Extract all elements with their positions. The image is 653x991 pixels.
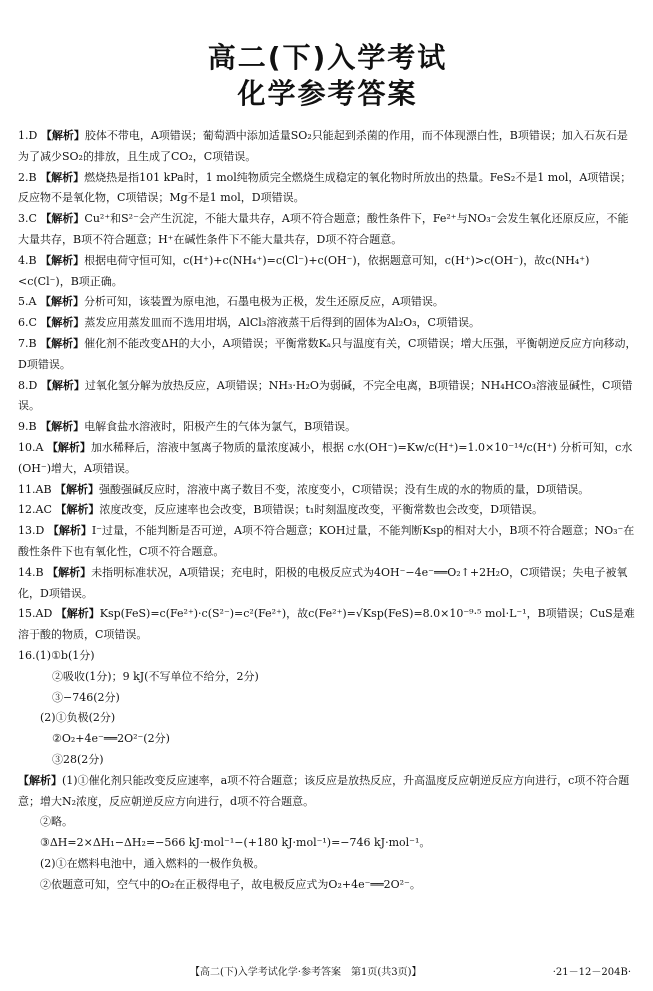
- footer-page-info: 【高二(下)入学考试化学·参考答案 第1页(共3页)】: [190, 967, 422, 978]
- answer-item-1: 1.D 【解析】胶体不带电，A项错误；葡萄酒中添加适量SO₂只能起到杀菌的作用，而不体现漂白性，B项错误；加入石灰石是为了减少SO₂的排放，且生成了CO₂，C项错误。: [18, 129, 628, 163]
- answer-item-3: 3.C 【解析】Cu²⁺和S²⁻会产生沉淀，不能大量共存，A项不符合题意；酸性条件下，Fe²⁺与NO₃⁻会发生氧化还原反应，不能大量共存，B项不符合题意；H⁺在碱性条件下不能大量共存，D项不符合题意。: [18, 212, 629, 246]
- q16-analysis-line: ②依题意可知，空气中的O₂在正极得电子，故电极反应式为O₂+4e⁻══2O²⁻。: [40, 877, 421, 891]
- answer-item-7: 7.B 【解析】催化剂不能改变ΔH的大小，A项错误；平衡常数Kₐ只与温度有关，C项错误；增大压强，平衡朝逆反应方向移动，D项错误。: [18, 336, 637, 371]
- answer-item-10: 10.A 【解析】加水稀释后，溶液中氢离子物质的量浓度减小，根据 c水(OH⁻)=Kw/c(H⁺)=1.0×10⁻¹⁴/c(H⁺) 分析可知，c水(OH⁻)增大，A项错误。: [18, 440, 633, 475]
- answer-item-2: 2.B 【解析】燃烧热是指101 kPa时，1 mol纯物质完全燃烧生成稳定的氧化物时所放出的热量。FeS₂不是1 mol，A项错误；反应物不是氧化物，C项错误；Mg不是1 mol，D项错误。: [18, 170, 632, 205]
- answer-item-15: 15.AD 【解析】Ksp(FeS)=c(Fe²⁺)·c(S²⁻)=c²(Fe²⁺)，故c(Fe²⁺)=√Ksp(FeS)=8.0×10⁻⁹·⁵ mol·L⁻¹，B项错误；CuS是难溶于酸的物质，C项错误。: [18, 607, 635, 642]
- q16-analysis-line: ③ΔH=2×ΔH₁−ΔH₂=−566 kJ·mol⁻¹−(+180 kJ·mol⁻¹)=−746 kJ·mol⁻¹。: [40, 836, 431, 850]
- q16-line: 16.(1)①b(1分): [18, 648, 95, 662]
- q16-line: ②O₂+4e⁻══2O²⁻(2分): [52, 732, 170, 746]
- page-title: 高二(下)入学考试: [207, 41, 448, 74]
- answer-item-9: 9.B 【解析】电解食盐水溶液时，阳极产生的气体为氯气，B项错误。: [18, 420, 357, 434]
- answer-item-14: 14.B 【解析】未指明标准状况，A项错误；充电时，阳极的电极反应式为4OH⁻−4e⁻══O₂↑+2H₂O，C项错误；失电子被氧化，D项错误。: [18, 565, 628, 600]
- q16-line: ②吸收(1分)；9 kJ(不写单位不给分，2分): [52, 669, 259, 683]
- page-footer: [0, 963, 653, 979]
- page-subtitle: 化学参考答案: [237, 77, 418, 110]
- q16-analysis-line: (2)①在燃料电池中，通入燃料的一极作负极。: [40, 856, 265, 870]
- answer-item-11: 11.AB 【解析】强酸强碱反应时，溶液中离子数目不变，浓度变小，C项错误；没有生成的水的物质的量，D项错误。: [18, 482, 590, 496]
- answer-item-4: 4.B 【解析】根据电荷守恒可知，c(H⁺)+c(NH₄⁺)=c(Cl⁻)+c(OH⁻)，依据题意可知，c(H⁺)>c(OH⁻)，故c(NH₄⁺)<c(Cl⁻)，B项正确。: [18, 253, 590, 288]
- answer-item-6: 6.C 【解析】蒸发应用蒸发皿而不选用坩埚，AlCl₃溶液蒸干后得到的固体为Al₂O₃，C项错误。: [18, 316, 480, 330]
- q16-line: (2)①负极(2分): [40, 711, 116, 725]
- answer-item-13: 13.D 【解析】I⁻过量，不能判断是否可逆，A项不符合题意；KOH过量，不能判断Ksp的相对大小，B项不符合题意；NO₃⁻在酸性条件下也有氧化性，C项不符合题意。: [18, 524, 635, 558]
- q16-analysis-line: ②略。: [40, 815, 73, 829]
- answer-item-8: 8.D 【解析】过氧化氢分解为放热反应，A项错误；NH₃·H₂O为弱碱，不完全电离，B项错误；NH₄HCO₃溶液显碱性，C项错误。: [18, 378, 633, 413]
- q16-line: ③28(2分): [52, 752, 104, 766]
- footer-code: ·21－12－204B·: [552, 967, 631, 978]
- q16-analysis: 【解析】(1)①催化剂只能改变反应速率，a项不符合题意；该反应是放热反应，升高温度反应朝逆反应方向进行，c项不符合题意；增大N₂浓度，反应朝逆反应方向进行，d项不符合题意。: [18, 773, 630, 808]
- answer-item-12: 12.AC 【解析】浓度改变，反应速率也会改变，B项错误；t₁时刻温度改变，平衡常数也会改变，D项错误。: [18, 503, 544, 517]
- answer-item-5: 5.A 【解析】分析可知，该装置为原电池，石墨电极为正极，发生还原反应，A项错误。: [18, 295, 444, 309]
- answer-list: [18, 126, 637, 895]
- q16-line: ③−746(2分): [52, 690, 120, 704]
